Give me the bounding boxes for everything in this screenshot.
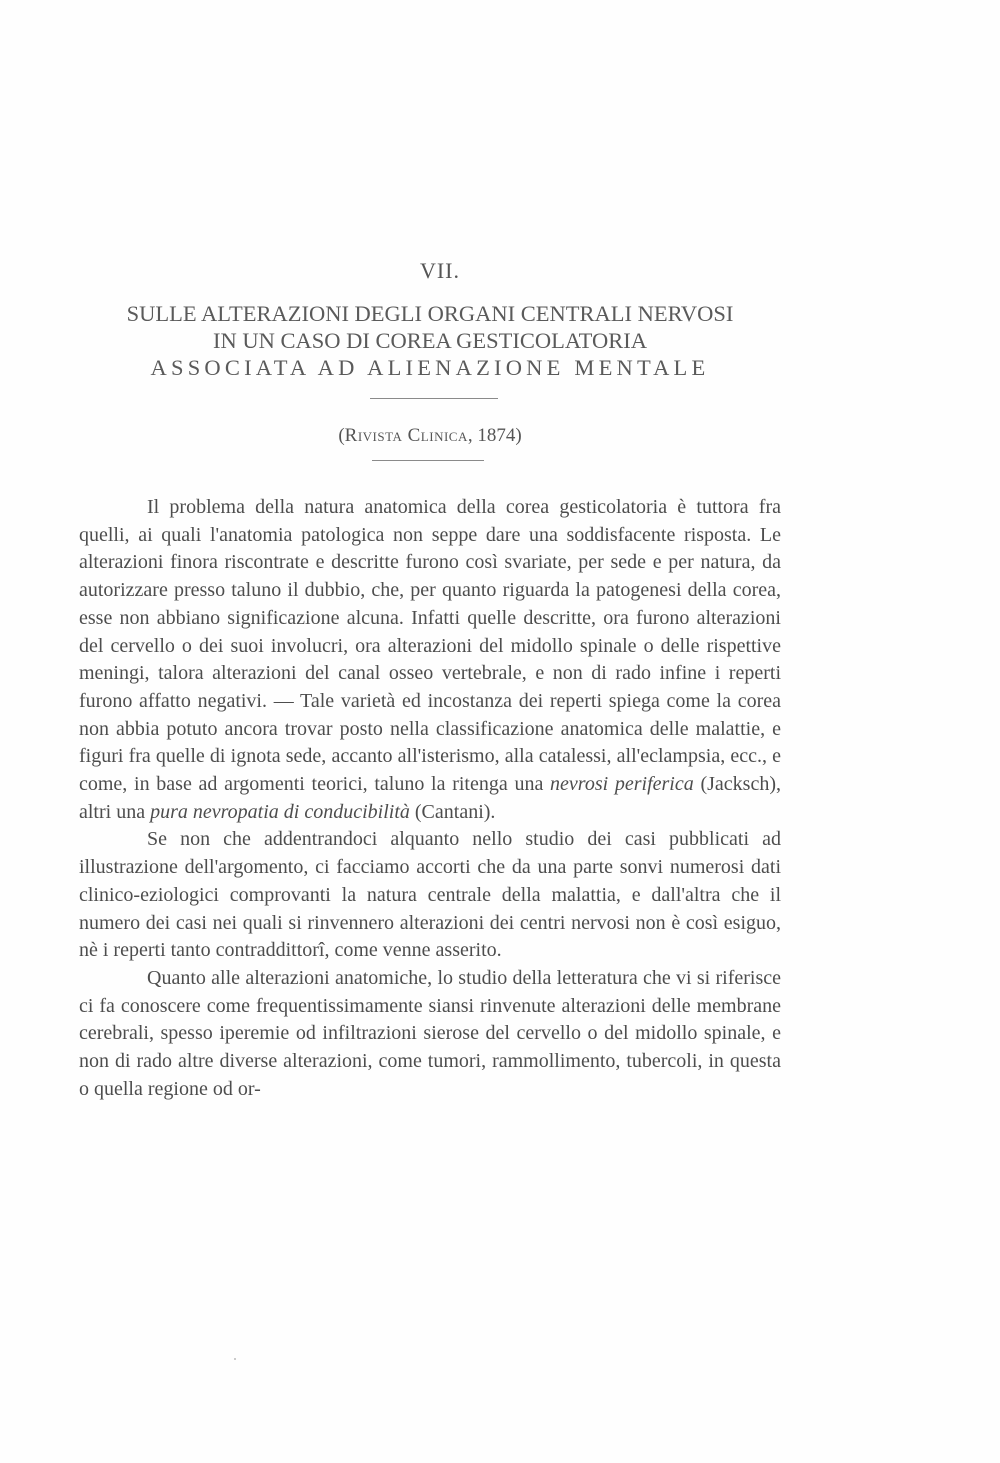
- paragraph-1-part-c: (Cantani).: [409, 800, 496, 823]
- title-line-3: ASSOCIATA AD ALIENAZIONE MENTALE: [150, 355, 710, 380]
- title-line-1: SULLE ALTERAZIONI DEGLI ORGANI CENTRALI NERVOSI: [126, 301, 734, 326]
- article-title: [80, 300, 780, 381]
- paragraph-1: [79, 494, 781, 826]
- paragraph-1-part-a: Il problema della natura anatomica della corea gesticolatoria è tuttora fra quelli, ai quali l'anatomia patologica non seppe dare una soddisfacente risposta. Le alterazioni finora riscontrate e descritte furono così svariate, per sede e per natura, da autorizzare presso taluno il dubbio, che, per quanto riguarda la patogenesi della corea, esse non abbiano significazione alcuna. Infatti quelle descritte, ora furono alterazioni del cervello o dei suoi involucri, ora alterazioni del midollo spinale o delle rispettive meningi, talora alterazioni del canal osseo vertebrale, e non di rado infine i reperti furono affatto negativi. — Tale varietà ed incostanza dei reperti spiega come la corea non abbia potuto ancora trovar posto nella classificazione anatomica delle malattie, e figuri fra quelle di ignota sede, accanto all'isterismo, alla catalessi, all'eclampsia, ecc., e come, in base ad argomenti teorici, taluno la ritenga una: [79, 496, 781, 796]
- chapter-number: VII.: [419, 258, 461, 283]
- italic-term-pura-nevropatia: pura nevropatia di conducibilità: [150, 800, 410, 823]
- paragraph-3: Quanto alle alterazioni anatomiche, lo studio della letteratura che vi si riferisce ci fa conoscere come frequentissimamente siansi rinvenute alterazioni delle membrane cerebrali, spesso iperemie od infiltrazioni sierose del cervello o del midollo spinale, e non di rado altre diverse alterazioni, come tumori, rammollimento, tubercoli, in questa o quella regione od or-: [79, 966, 781, 1100]
- italic-term-nevrosi-periferica: nevrosi periferica: [550, 773, 694, 796]
- source-open-paren: (: [338, 425, 345, 446]
- source-citation: [0, 425, 860, 447]
- title-line-2: IN UN CASO DI COREA GESTICOLATORIA: [213, 328, 647, 353]
- source-divider: [372, 460, 484, 461]
- source-year: , 1874): [467, 425, 522, 446]
- source-journal: Rivista Clinica: [344, 425, 468, 446]
- paragraph-2: Se non che addentrandoci alquanto nello studio dei casi pubblicati ad illustrazione dell'argomento, ci facciamo accorti che da una parte sonvi numerosi dati clinico-eziologici comprovanti la natura centrale della malattia, e dall'altra che il numero dei casi nei quali si rinvennero alterazioni dei centri nervosi non è così esiguo, nè i reperti tanto contraddittorî, come venne asserito.: [79, 828, 781, 962]
- body-text: [79, 494, 781, 1103]
- paragraph-1-part-b: (Jacksch), altri una: [79, 773, 781, 823]
- paper-speck: [234, 1358, 236, 1360]
- title-divider: [370, 398, 498, 399]
